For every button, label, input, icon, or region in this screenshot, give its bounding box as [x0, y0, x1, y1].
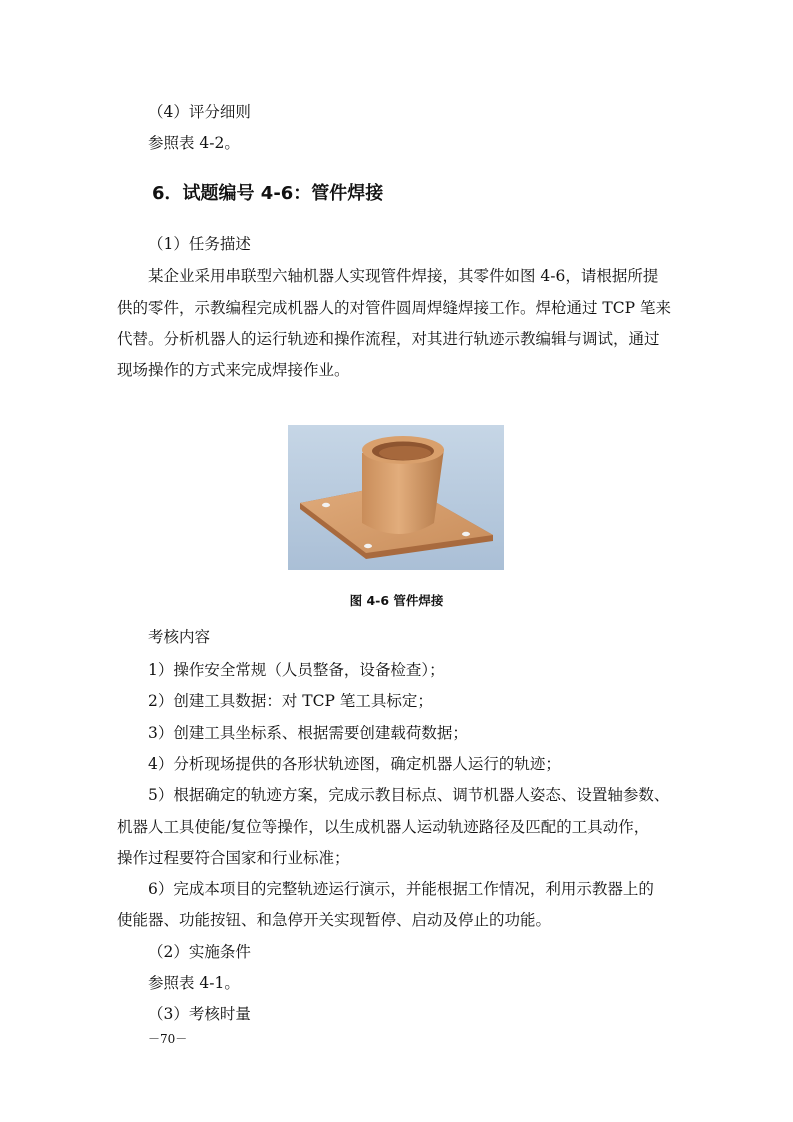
- task-para-line: 某企业采用串联型六轴机器人实现管件焊接，其零件如图 4-6，请根据所提: [148, 267, 659, 285]
- content-item: 5）根据确定的轨迹方案，完成示教目标点、调节机器人姿态、设置轴参数、: [148, 786, 670, 804]
- content-item: 6）完成本项目的完整轨迹运行演示，并能根据工作情况，利用示教器上的: [148, 880, 654, 898]
- content-item: 4）分析现场提供的各形状轨迹图，确定机器人运行的轨迹；: [148, 755, 561, 773]
- content-item: 3）创建工具坐标系、根据需要创建载荷数据；: [148, 724, 468, 742]
- content-title: 考核内容: [148, 628, 211, 646]
- scoring-reference: 参照表 4-2。: [148, 134, 240, 152]
- section-2-conditions: （2）实施条件: [148, 943, 251, 961]
- content-item: 使能器、功能按钮、和急停开关实现暂停、启动及停止的功能。: [117, 911, 552, 929]
- conditions-reference: 参照表 4-1。: [148, 974, 240, 992]
- task-subheading: （1）任务描述: [148, 235, 251, 253]
- figure-caption: 图 4-6 管件焊接: [349, 593, 444, 608]
- content-item: 机器人工具使能/复位等操作，以生成机器人运动轨迹路径及匹配的工具动作，: [117, 818, 650, 836]
- content-item: 2）创建工具数据：对 TCP 笔工具标定；: [148, 692, 433, 710]
- pipe-flange-image: [288, 425, 504, 570]
- task-para-line: 供的零件，示教编程完成机器人的对管件圆周焊缝焊接工作。焊枪通过 TCP 笔来: [117, 299, 671, 317]
- section-3-time: （3）考核时量: [148, 1005, 251, 1023]
- page-number: －70－: [148, 1032, 188, 1046]
- task-para-line: 现场操作的方式来完成焊接作业。: [117, 361, 350, 379]
- content-item: 操作过程要符合国家和行业标准；: [117, 849, 350, 867]
- pipe-weld-figure: [288, 425, 504, 570]
- section-4-scoring: （4）评分细则: [148, 103, 251, 121]
- task-para-line: 代替。分析机器人的运行轨迹和操作流程，对其进行轨迹示教编辑与调试，通过: [117, 330, 660, 348]
- section-heading: 6．试题编号 4-6：管件焊接: [152, 183, 384, 204]
- content-item: 1）操作安全常规（人员整备，设备检查）；: [148, 661, 445, 679]
